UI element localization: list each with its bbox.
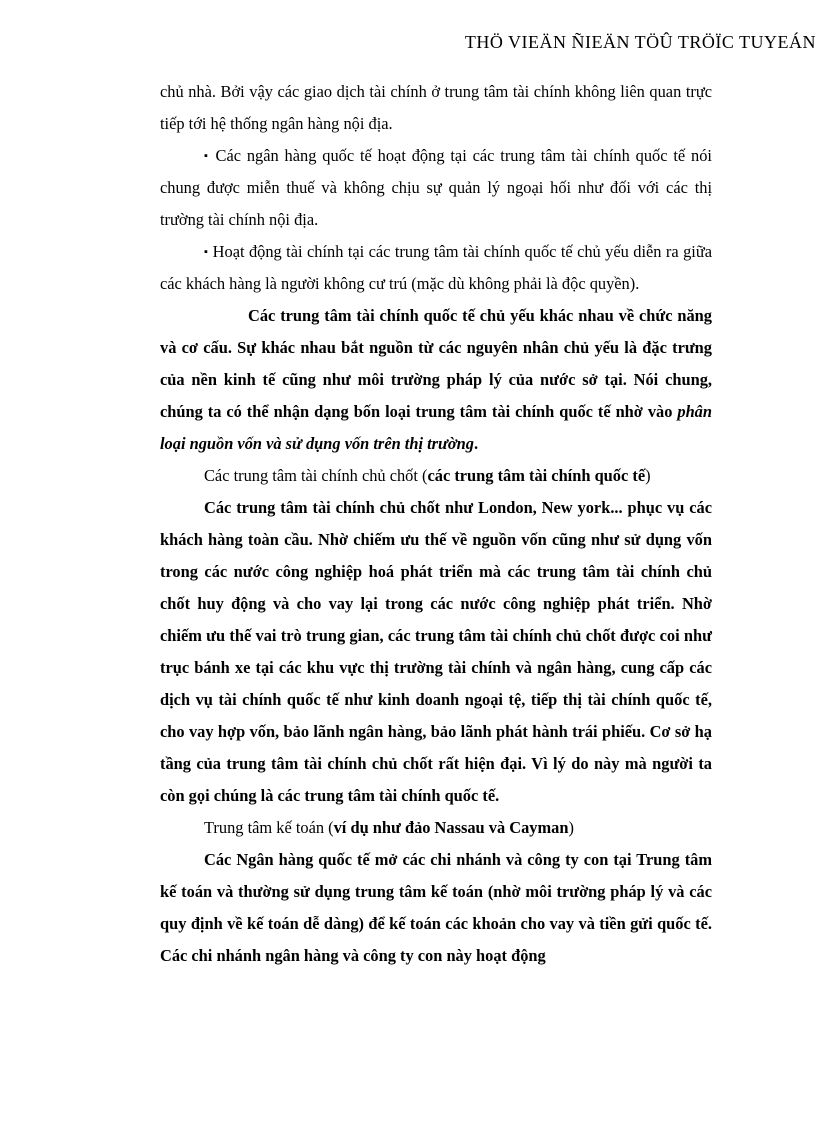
heading-bold: ví dụ như đảo Nassau và Cayman — [333, 818, 569, 837]
classification-end: . — [473, 434, 479, 453]
bullet-icon: ▪ — [204, 246, 209, 258]
section-heading-major-centers — [160, 460, 712, 492]
paragraph-classification — [160, 300, 712, 460]
bullet-text: Các ngân hàng quốc tế hoạt động tại các trung tâm tài chính quốc tế nói chung được miễn thuế và không chịu sự quản lý ngoại hối như đối với các thị trường tài chính nội địa. — [160, 146, 712, 229]
paragraph-intro: chủ nhà. Bởi vậy các giao dịch tài chính ở trung tâm tài chính không liên quan trực tiếp tới hệ thống ngân hàng nội địa. — [160, 82, 712, 133]
classification-italic: phân loại nguồn vốn và sử dụng vốn trên thị trường — [160, 402, 712, 453]
heading-end: ) — [645, 466, 651, 485]
document-body — [160, 76, 712, 972]
header-title: THÖ VIEÄN ÑIEÄN TÖÛ TRÖÏC TUYEÁN — [464, 32, 816, 52]
heading-bold: các trung tâm tài chính quốc tế — [427, 466, 646, 485]
paragraph-accounting-centers: Các Ngân hàng quốc tế mở các chi nhánh và công ty con tại Trung tâm kế toán và thường sử dụng trung tâm kế toán (nhờ môi trường pháp lý và các quy định về kế toán dễ dàng) để kế toán các khoản cho vay và tiền gửi quốc tế. Các chi nhánh ngân hàng và công ty con này hoạt động — [160, 850, 712, 965]
bullet-icon: ▪ — [204, 150, 210, 162]
bullet-paragraph-nonresident — [160, 236, 712, 300]
section-heading-accounting-centers — [160, 812, 712, 844]
classification-text: Các trung tâm tài chính quốc tế chủ yếu khác nhau về chức năng và cơ cấu. Sự khác nhau bắt nguồn từ các nguyên nhân chủ yếu là đặc trưng của nền kinh tế cũng như môi trường pháp lý của nước sở tại. Nói chung, chúng ta có thể nhận dạng bốn loại trung tâm tài chính quốc tế nhờ vào — [160, 306, 712, 421]
heading-text: Trung tâm kế toán ( — [204, 818, 334, 837]
paragraph-major-centers: Các trung tâm tài chính chủ chốt như London, New york... phục vụ các khách hàng toàn cầu. Nhờ chiếm ưu thế về nguồn vốn cũng như sử dụng vốn trong các nước công nghiệp hoá phát triển mà các trung tâm tài chính chủ chốt huy động và cho vay lại trong các nước công nghiệp phát triển. Nhờ chiếm ưu thế vai trò trung gian, các trung tâm tài chính chủ chốt được coi như trục bánh xe tại các khu vực thị trường tài chính và ngân hàng, cung cấp các dịch vụ tài chính quốc tế như kinh doanh ngoại tệ, tiếp thị tài chính quốc tế, cho vay hợp vốn, bảo lãnh ngân hàng, bảo lãnh phát hành trái phiếu. Cơ sở hạ tầng của trung tâm tài chính chủ chốt rất hiện đại. Vì lý do này mà người ta còn gọi chúng là các trung tâm tài chính quốc tế. — [160, 498, 712, 805]
bullet-text: Hoạt động tài chính tại các trung tâm tài chính quốc tế chủ yếu diễn ra giữa các khách hàng là người không cư trú (mặc dù không phải là độc quyền). — [160, 242, 712, 293]
bullet-paragraph-tax — [160, 140, 712, 236]
heading-text: Các trung tâm tài chính chủ chốt ( — [204, 466, 428, 485]
heading-end: ) — [568, 818, 574, 837]
